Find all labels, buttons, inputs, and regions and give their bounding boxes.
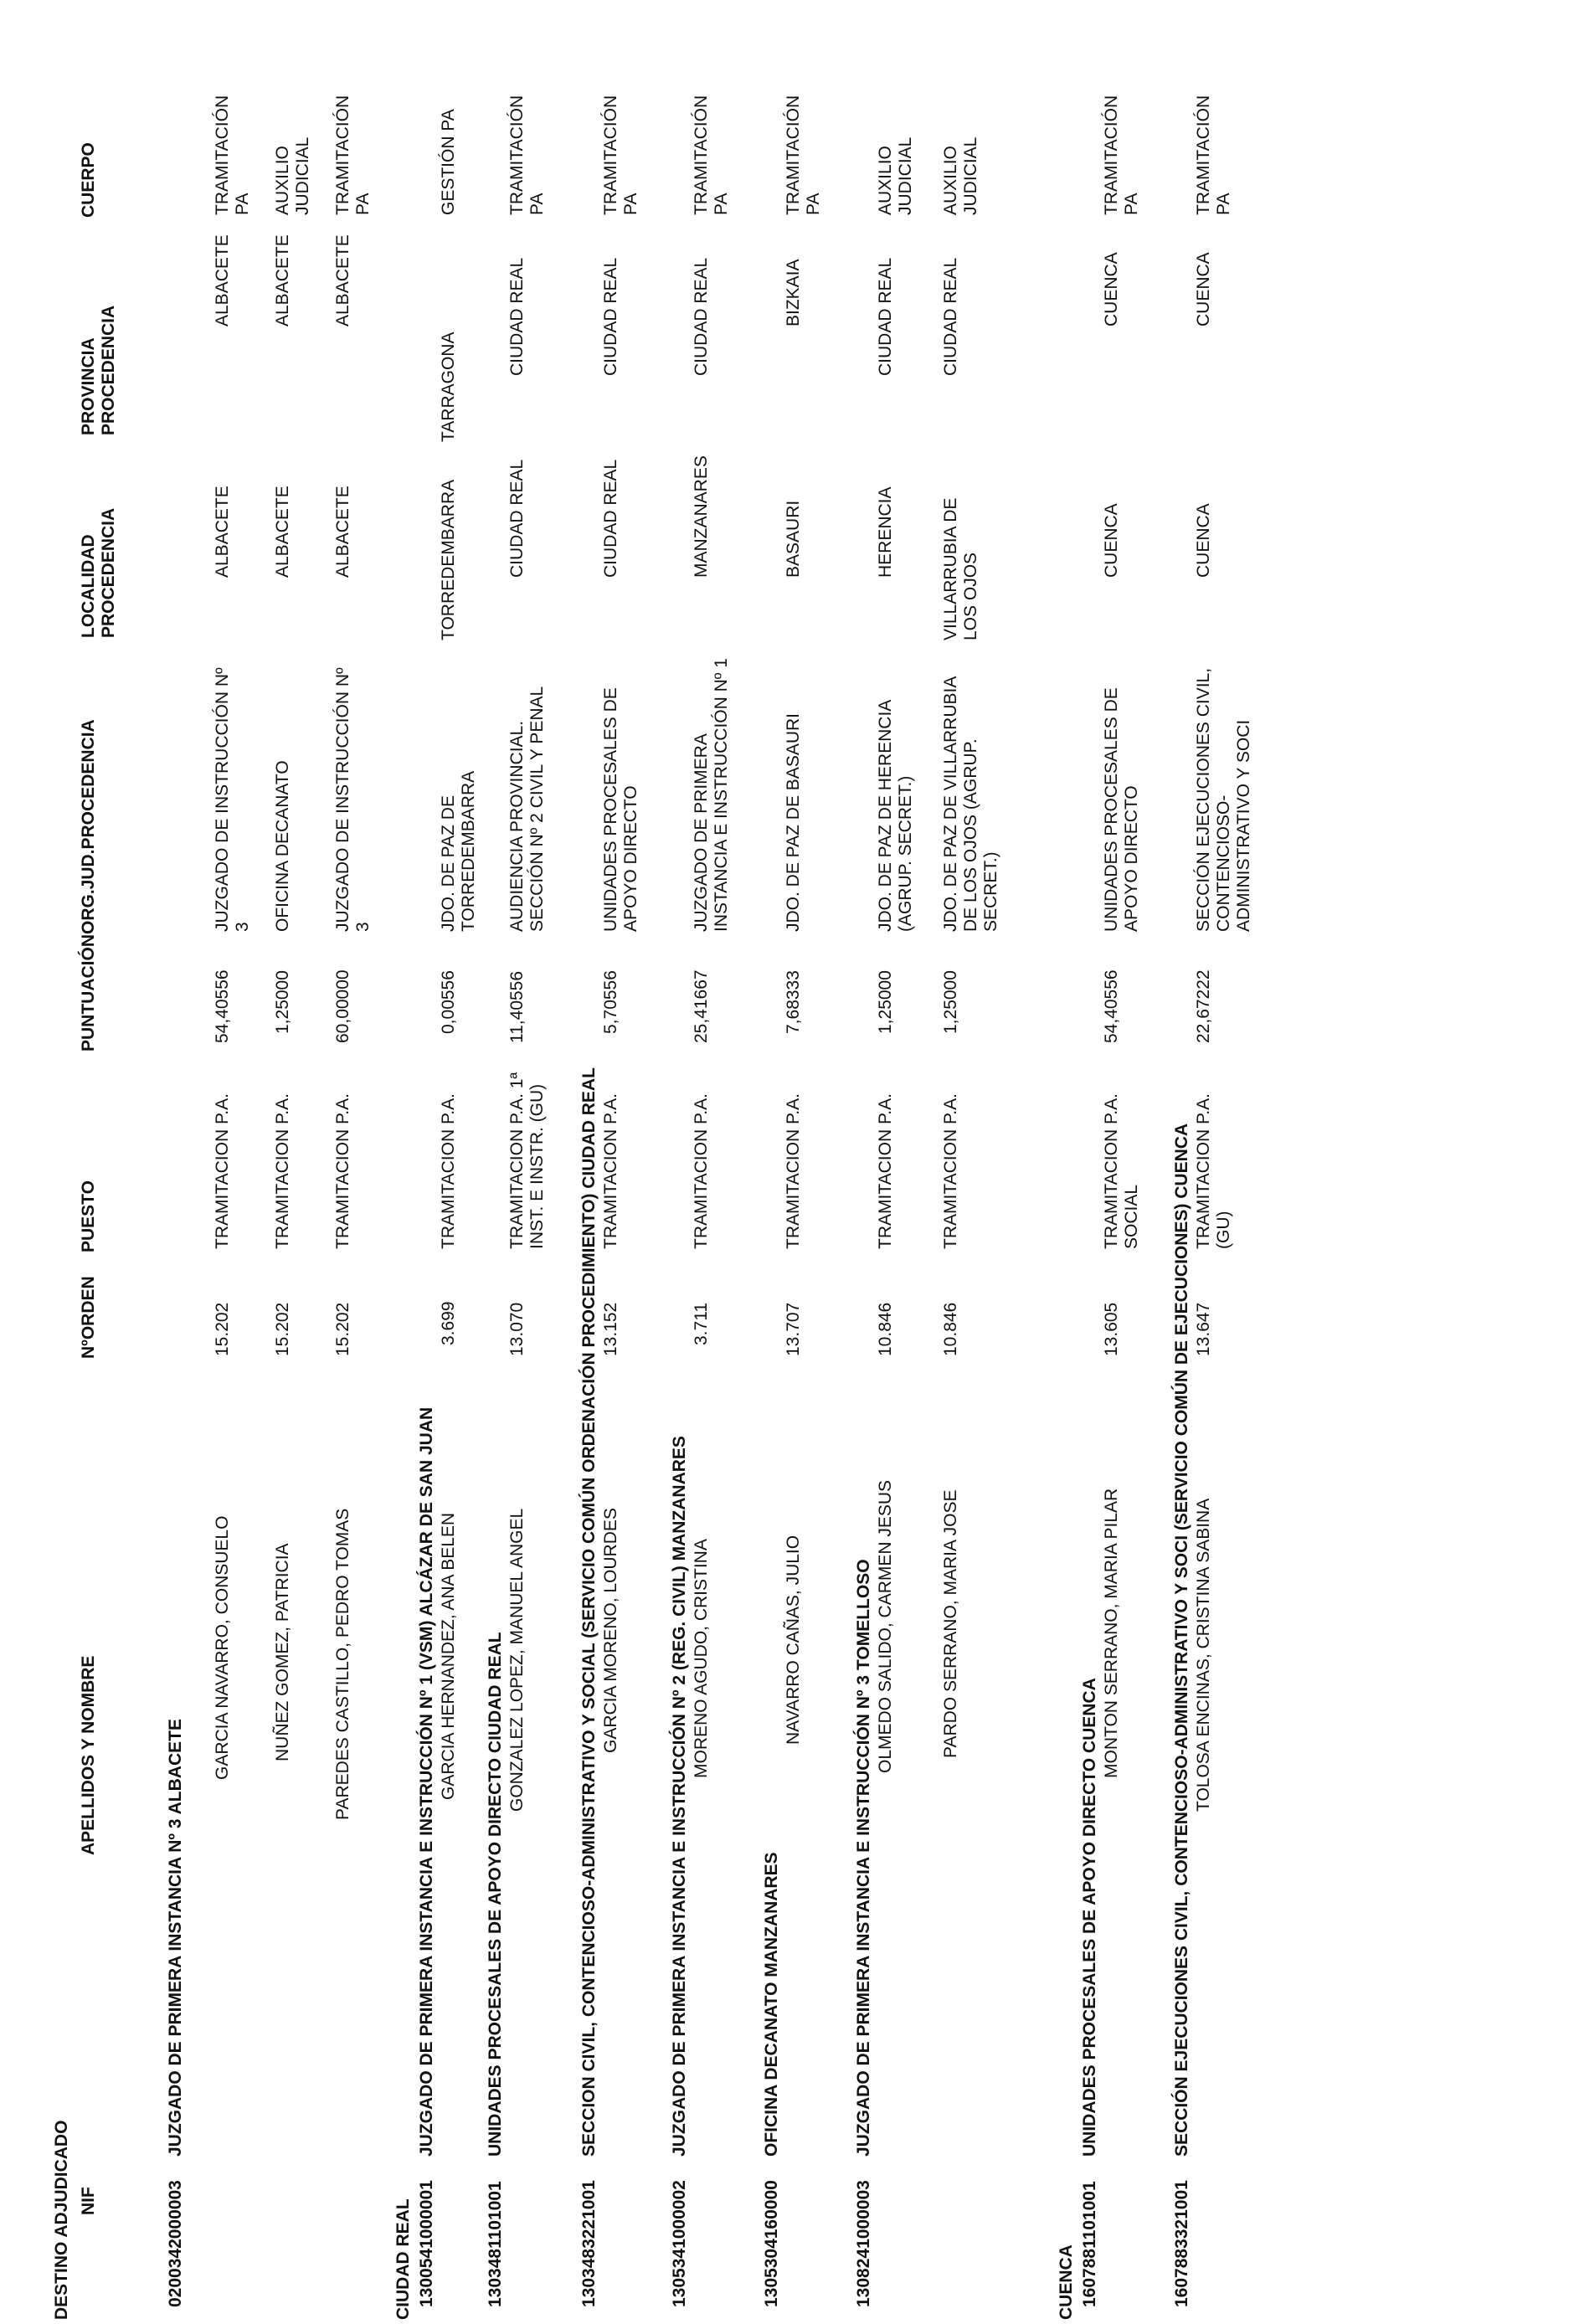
row-nombre: GARCIA MORENO, LOURDES — [601, 1508, 620, 1753]
section-title: UNIDADES PROCESALES DE APOYO DIRECTO CIUDAD REAL — [486, 1632, 505, 2157]
header-cuerpo: CUERPO — [79, 142, 98, 218]
row-orden: 10.846 — [941, 1302, 960, 1356]
section-code: 1308241000003 — [854, 2180, 873, 2307]
row-provincia: BIZKAIA — [784, 259, 803, 326]
row-org: JDO. DE PAZ DE TORREDEMBARRA — [439, 770, 478, 932]
section-code: 0200342000003 — [166, 2180, 185, 2307]
row-puntuacion: 60,00000 — [333, 969, 352, 1043]
header-puntuacion: PUNTUACIÓN — [79, 934, 98, 1051]
row-localidad: CUENCA — [1194, 503, 1213, 578]
row-localidad: ALBACETE — [333, 486, 352, 578]
row-orden: 15.202 — [273, 1302, 292, 1356]
row-provincia: CUENCA — [1194, 252, 1213, 326]
row-puntuacion: 7,68333 — [784, 970, 803, 1034]
row-cuerpo: AUXILIO JUDICIAL — [941, 136, 980, 215]
row-provincia: CIUDAD REAL — [507, 257, 527, 376]
section-code: 1303483221001 — [579, 2180, 599, 2307]
row-puesto: TRAMITACION P.A. (GU) — [1194, 1093, 1233, 1249]
row-cuerpo: TRAMITACIÓN PA — [1194, 95, 1233, 215]
province-heading: CIUDAD REAL — [393, 2198, 413, 2320]
row-provincia: ALBACETE — [213, 234, 232, 326]
row-provincia: CIUDAD REAL — [601, 257, 620, 376]
row-orden: 10.846 — [876, 1302, 895, 1356]
row-cuerpo: TRAMITACIÓN PA — [507, 95, 547, 215]
row-puesto: TRAMITACION P.A. — [333, 1093, 352, 1249]
row-org: JUZGADO DE INSTRUCCIÓN Nº 3 — [213, 667, 252, 932]
header-puesto: PUESTO — [79, 1180, 98, 1252]
row-org: UNIDADES PROCESALES DE APOYO DIRECTO — [601, 687, 640, 932]
row-cuerpo: AUXILIO JUDICIAL — [876, 136, 915, 215]
row-orden: 13.070 — [507, 1302, 527, 1356]
row-cuerpo: TRAMITACIÓN PA — [213, 95, 252, 215]
section-code: 1607883321001 — [1172, 2180, 1191, 2307]
header-apellidos: APELLIDOS Y NOMBRE — [79, 1655, 98, 1855]
row-nombre: NUÑEZ GOMEZ, PATRICIA — [273, 1543, 292, 1761]
row-nombre: TOLOSA ENCINAS, CRISTINA SABINA — [1194, 1498, 1213, 1812]
row-cuerpo: TRAMITACIÓN PA — [784, 95, 823, 215]
row-localidad: ALBACETE — [213, 486, 232, 578]
row-provincia: CUENCA — [1102, 252, 1121, 326]
row-org: JDO. DE PAZ DE VILLARRUBIA DE LOS OJOS (AGRUP. SECRET.) — [941, 676, 1000, 932]
row-puesto: TRAMITACION P.A. SOCIAL — [1102, 1093, 1141, 1249]
row-org: AUDIENCIA PROVINCIAL. SECCIÓN Nº 2 CIVIL Y PENAL — [507, 686, 547, 932]
section-code: 1607881101001 — [1080, 2181, 1099, 2307]
row-puntuacion: 1,25000 — [941, 970, 960, 1034]
row-nombre: GARCIA NAVARRO, CONSUELO — [213, 1515, 232, 1780]
row-orden: 3.711 — [692, 1303, 711, 1345]
row-org: UNIDADES PROCESALES DE APOYO DIRECTO — [1102, 687, 1141, 932]
row-cuerpo: AUXILIO JUDICIAL — [273, 136, 312, 215]
section-title: OFICINA DECANATO MANZANARES — [762, 1852, 781, 2157]
row-org: JDO. DE PAZ DE HERENCIA (AGRUP. SECRET.) — [876, 699, 915, 932]
row-org: OFICINA DECANATO — [273, 760, 292, 932]
row-nombre: NAVARRO CAÑAS, JULIO — [784, 1535, 803, 1745]
section-title: JUZGADO DE PRIMERA INSTANCIA E INSTRUCCIÓN Nº 2 (REG. CIVIL) MANZANARES — [670, 1436, 689, 2157]
row-provincia: CIUDAD REAL — [692, 257, 711, 376]
row-nombre: MONTON SERRANO, MARIA PILAR — [1102, 1488, 1121, 1778]
header-norden: NºORDEN — [79, 1276, 98, 1359]
row-localidad: CIUDAD REAL — [507, 459, 527, 578]
row-puesto: TRAMITACION P.A. 1ª INST. E INSTR. (GU) — [507, 1072, 547, 1249]
row-puntuacion: 54,40556 — [213, 969, 232, 1043]
section-code: 1300541000001 — [417, 2180, 436, 2307]
destino-adjudicado-label: DESTINO ADJUDICADO — [52, 2120, 71, 2320]
row-puntuacion: 22,67222 — [1194, 969, 1213, 1043]
row-nombre: PAREDES CASTILLO, PEDRO TOMAS — [333, 1508, 352, 1820]
section-code: 1303481101001 — [486, 2181, 505, 2307]
row-puntuacion: 25,41667 — [692, 969, 711, 1043]
row-puntuacion: 11,40556 — [507, 970, 527, 1043]
row-puntuacion: 1,25000 — [876, 970, 895, 1034]
row-puesto: TRAMITACION P.A. — [273, 1093, 292, 1249]
section-title: SECCIÓN EJECUCIONES CIVIL, CONTENCIOSO-ADMINISTRATIVO Y SOCI (SERVICIO COMÚN DE EJECUCIONES) CUENCA — [1172, 1123, 1191, 2157]
row-orden: 13.152 — [601, 1302, 620, 1356]
row-puntuacion: 0,00556 — [439, 970, 458, 1034]
header-localidad: LOCALIDAD PROCEDENCIA — [79, 507, 118, 638]
header-provincia: PROVINCIA PROCEDENCIA — [79, 305, 118, 435]
row-provincia: TARRAGONA — [439, 332, 458, 442]
row-cuerpo: TRAMITACIÓN PA — [692, 95, 731, 215]
row-localidad: CIUDAD REAL — [601, 459, 620, 578]
row-cuerpo: GESTIÓN PA — [439, 109, 458, 215]
row-orden: 13.647 — [1194, 1302, 1213, 1356]
section-title: JUZGADO DE PRIMERA INSTANCIA Nº 3 ALBACETE — [166, 1719, 185, 2157]
row-puesto: TRAMITACION P.A. — [692, 1093, 711, 1249]
row-nombre: OLMEDO SALIDO, CARMEN JESUS — [876, 1479, 895, 1773]
row-provincia: ALBACETE — [333, 234, 352, 326]
header-nif: NIF — [79, 2187, 98, 2215]
row-nombre: GARCIA HERNANDEZ, ANA BELEN — [439, 1512, 458, 1800]
section-title: UNIDADES PROCESALES DE APOYO DIRECTO CUENCA — [1080, 1678, 1099, 2157]
row-orden: 13.707 — [784, 1302, 803, 1356]
row-localidad: VILLARRUBIA DE LOS OJOS — [941, 497, 980, 640]
row-nombre: PARDO SERRANO, MARIA JOSE — [941, 1489, 960, 1758]
row-localidad: CUENCA — [1102, 503, 1121, 578]
header-org: ORG.JUD.PROCEDENCIA — [79, 719, 98, 934]
row-org: SECCIÓN EJECUCIONES CIVIL, CONTENCIOSO- ADMINISTRATIVO Y SOCI — [1194, 667, 1253, 932]
row-localidad: HERENCIA — [876, 486, 895, 578]
row-puntuacion: 1,25000 — [273, 970, 292, 1034]
row-localidad: MANZANARES — [692, 455, 711, 578]
row-puesto: TRAMITACION P.A. — [601, 1093, 620, 1249]
row-org: JUZGADO DE INSTRUCCIÓN Nº 3 — [333, 667, 373, 932]
row-nombre: MORENO AGUDO, CRISTINA — [692, 1539, 711, 1778]
row-org: JDO. DE PAZ DE BASAURI — [784, 713, 803, 932]
row-orden: 15.202 — [213, 1302, 232, 1356]
row-localidad: BASAURI — [784, 500, 803, 578]
section-code: 1305341000002 — [670, 2180, 689, 2307]
row-puesto: TRAMITACION P.A. — [439, 1093, 458, 1249]
row-orden: 3.699 — [439, 1301, 458, 1345]
province-heading: CUENCA — [1057, 2244, 1076, 2320]
row-puntuacion: 54,40556 — [1102, 969, 1121, 1043]
row-puntuacion: 5,70556 — [601, 970, 620, 1034]
section-title: SECCION CIVIL, CONTENCIOSO-ADMINISTRATIVO Y SOCIAL (SERVICIO COMÚN ORDENACIÓN PROCEDIMIENTO) CIUDAD REAL — [579, 1067, 599, 2157]
row-cuerpo: TRAMITACIÓN PA — [601, 95, 640, 215]
row-nombre: GONZALEZ LOPEZ, MANUEL ANGEL — [507, 1508, 527, 1812]
section-title: JUZGADO DE PRIMERA INSTANCIA E INSTRUCCIÓN Nº 3 TOMELLOSO — [854, 1559, 873, 2157]
row-puesto: TRAMITACION P.A. — [213, 1093, 232, 1249]
row-orden: 13.605 — [1102, 1302, 1121, 1356]
row-puesto: TRAMITACION P.A. — [941, 1093, 960, 1249]
row-localidad: TORREDEMBARRA — [439, 479, 458, 640]
row-provincia: CIUDAD REAL — [876, 257, 895, 376]
row-provincia: CIUDAD REAL — [941, 257, 960, 376]
row-cuerpo: TRAMITACIÓN PA — [333, 95, 373, 215]
row-org: JUZGADO DE PRIMERA INSTANCIA E INSTRUCCIÓN Nº 1 — [692, 658, 731, 932]
section-title: JUZGADO DE PRIMERA INSTANCIA E INSTRUCCIÓN Nº 1 (VSM) ALCÁZAR DE SAN JUAN — [417, 1406, 436, 2157]
section-code: 1305304160000 — [762, 2180, 781, 2307]
row-cuerpo: TRAMITACIÓN PA — [1102, 95, 1141, 215]
row-localidad: ALBACETE — [273, 486, 292, 578]
row-orden: 15.202 — [333, 1302, 352, 1356]
row-puesto: TRAMITACION P.A. — [876, 1093, 895, 1249]
row-puesto: TRAMITACION P.A. — [784, 1093, 803, 1249]
row-provincia: ALBACETE — [273, 234, 292, 326]
